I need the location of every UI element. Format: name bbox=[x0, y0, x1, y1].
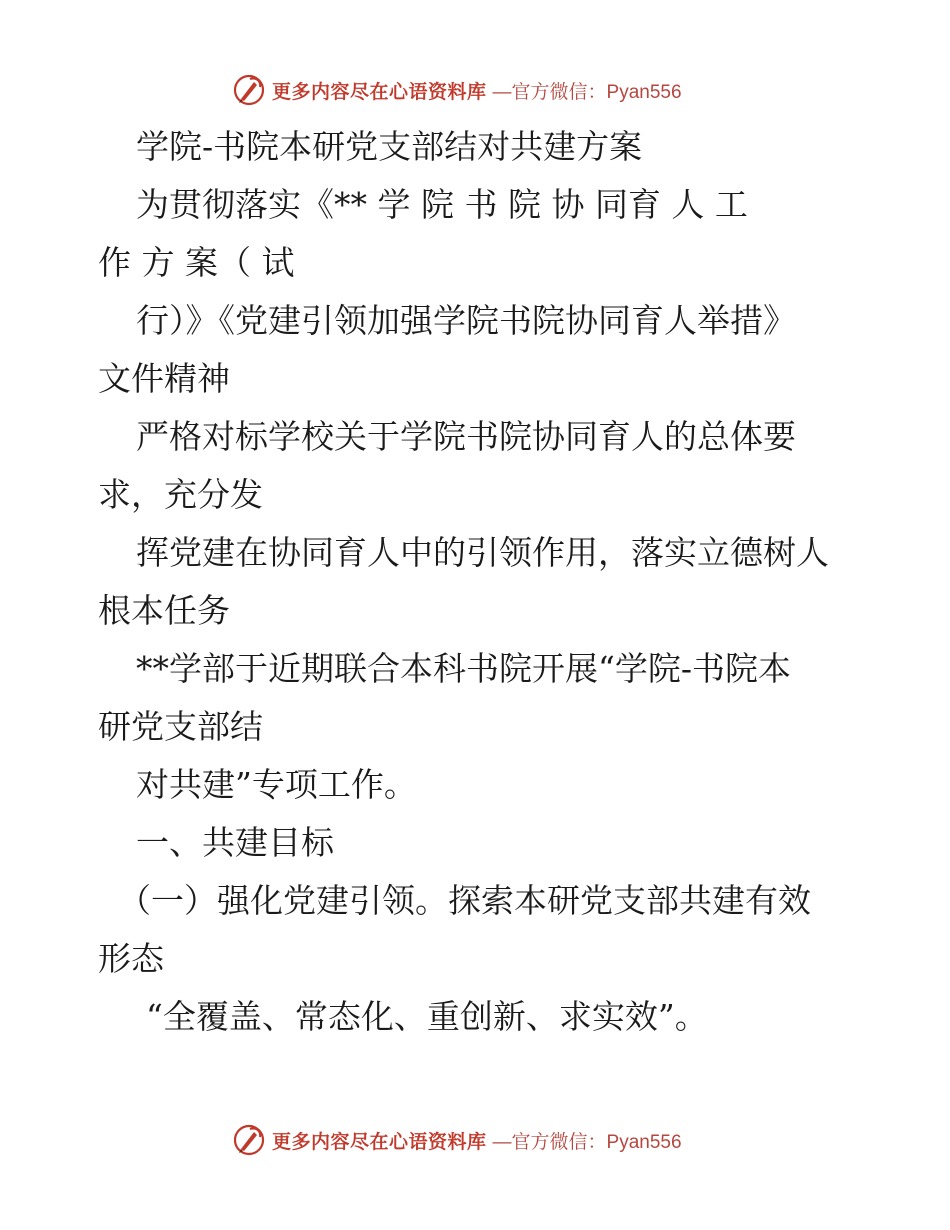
banner-title: 更多内容尽在心语资料库 bbox=[272, 80, 487, 103]
text-line: 作 方 案（ 试 bbox=[98, 243, 295, 282]
banner-contact: —官方微信：Pyan556 bbox=[492, 81, 682, 103]
footer-banner bbox=[232, 1120, 682, 1160]
text-line: 行）》《党建引领加强学院书院协同育人举措》 bbox=[136, 301, 796, 340]
text-line: 求，充分发 bbox=[98, 475, 263, 514]
subsection-heading: （一）强化党建引领。探索本研党支部共建有效 bbox=[118, 881, 811, 920]
text-line: 研党支部结 bbox=[98, 707, 263, 746]
text-line: 文件精神 bbox=[98, 359, 230, 398]
text-line: 为贯彻落实《** 学 院 书 院 协 同育 人 工 bbox=[136, 185, 748, 224]
text-line: 根本任务 bbox=[98, 591, 230, 630]
quill-pen-logo-icon bbox=[232, 73, 266, 107]
text-line: 挥党建在协同育人中的引领作用，落实立德树人 bbox=[136, 533, 829, 572]
text-line: 对共建”专项工作。 bbox=[136, 765, 417, 804]
banner-contact: —官方微信：Pyan556 bbox=[492, 1131, 682, 1153]
text-line: 严格对标学校关于学院书院协同育人的总体要 bbox=[136, 417, 796, 456]
document-title: 学院-书院本研党支部结对共建方案 bbox=[136, 127, 643, 166]
quill-pen-logo-icon bbox=[232, 1123, 266, 1157]
header-banner bbox=[232, 70, 682, 110]
text-line: “全覆盖、常态化、重创新、求实效”。 bbox=[146, 997, 708, 1036]
text-line: **学部于近期联合本科书院开展“学院-书院本 bbox=[136, 649, 792, 688]
text-line: 形态 bbox=[98, 939, 164, 978]
section-heading: 一、共建目标 bbox=[136, 823, 334, 862]
banner-title: 更多内容尽在心语资料库 bbox=[272, 1130, 487, 1153]
